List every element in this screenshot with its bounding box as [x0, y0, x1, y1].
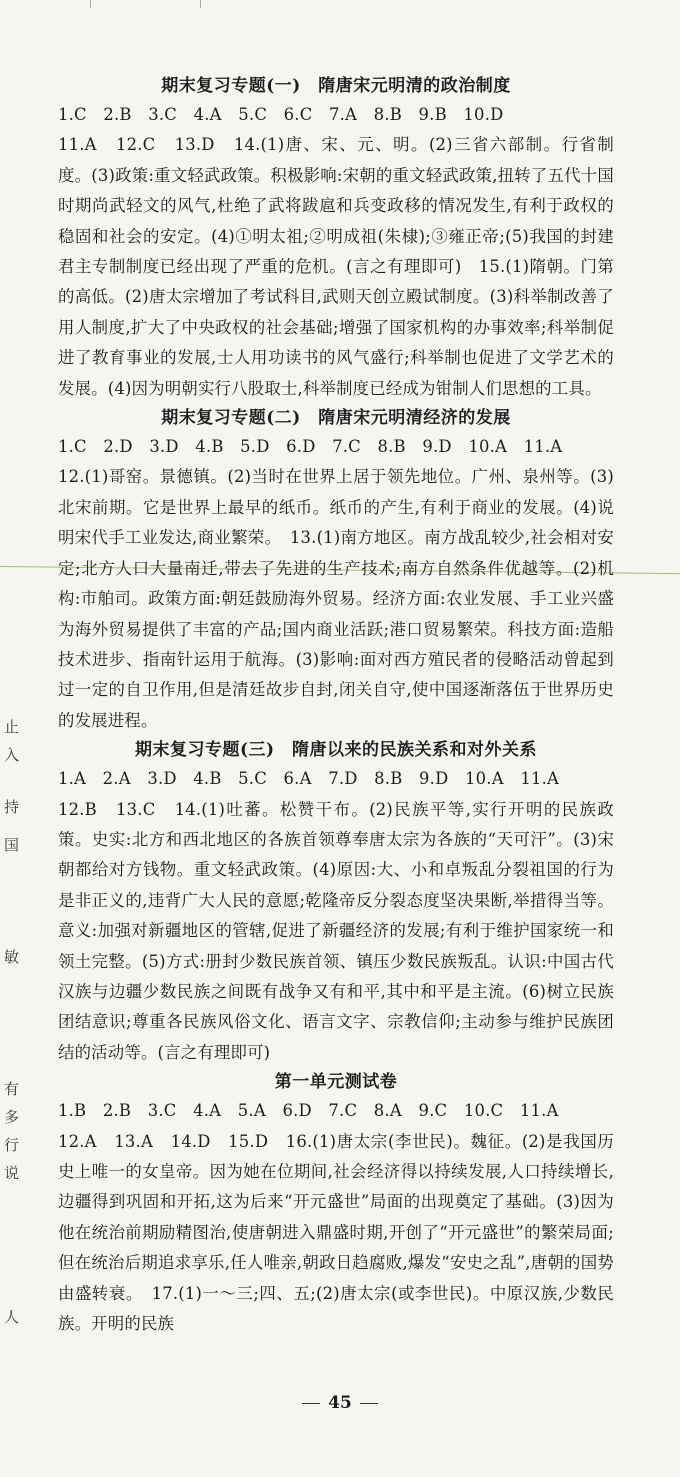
page-number: 45	[0, 1393, 680, 1413]
margin-char: 人	[4, 1308, 20, 1326]
answer-line: 1.A 2.A 3.D 4.B 5.C 6.A 7.D 8.B 9.D 10.A 11.A	[58, 769, 560, 789]
scan-mark	[200, 0, 201, 8]
margin-char: 止	[4, 718, 20, 736]
margin-char: 有	[4, 1080, 20, 1098]
margin-char: 说	[4, 1164, 20, 1182]
answer-line: 1.C 2.B 3.C 4.A 5.C 6.C 7.A 8.B 9.B 10.D	[58, 105, 504, 124]
scan-mark	[90, 0, 91, 8]
answer-paragraph: 11.A 12.C 13.D 14.(1)唐、宋、元、明。(2)三省六部制。行省制度。(3)政策:重文轻武政策。积极影响:宋朝的重文轻武政策,扭转了五代十国时期尚武轻文的风气,杜绝了武将跋扈和兵变政移的情况发生,有利于政权的稳固和社会的安定。(4)①明太祖;②明成祖(朱棣);③雍正帝;(5)我国的封建君主专制制度已经出现了严重的危机。(言之有理即可) 15.(1)隋朝。门第的高低。(2)唐太宗增加了考试科目,武则天创立殿试制度。(3)科举制改善了用人制度,扩大了中央政权的社会基础;增强了国家机构的办事效率;科举制促进了教育事业的发展,士人用功读书的风气盛行;科举制也促进了文学艺术的发展。(4)因为明朝实行八股取士,科举制度已经成为钳制人们思想的工具。	[58, 135, 614, 398]
margin-char: 持	[4, 798, 20, 816]
section-title: 期末复习专题(一) 隋唐宋元明清的政治制度	[161, 76, 511, 96]
margin-char: 多	[4, 1108, 20, 1126]
answer-line: 1.C 2.D 3.D 4.B 5.D 6.D 7.C 8.B 9.D 10.A 11.A	[58, 437, 563, 457]
margin-char: 入	[4, 746, 20, 764]
answer-content	[58, 72, 614, 1339]
section-1	[58, 72, 614, 404]
answer-paragraph: 12.(1)哥窑。景德镇。(2)当时在世界上居于领先地位。广州、泉州等。(3)北宋前期。它是世界上最早的纸币。纸币的产生,有利于商业的发展。(4)说明宋代手工业发达,商业繁荣。 13.(1)南方地区。南方战乱较少,社会相对安定;北方人口大量南迁,带去了先进的生产技术;南方自然条件优越等。(2)机构:市舶司。政策方面:朝廷鼓励海外贸易。经济方面:农业发展、手工业兴盛为海外贸易提供了丰富的产品;国内商业活跃;港口贸易繁荣。科技方面:造船技术进步、指南针运用于航海。(3)影响:面对西方殖民者的侵略活动曾起到过一定的自卫作用,但是清廷故步自封,闭关自守,使中国逐渐落伍于世界历史的发展进程。	[58, 467, 614, 730]
answer-paragraph: 12.B 13.C 14.(1)吐蕃。松赞干布。(2)民族平等,实行开明的民族政策。史实:北方和西北地区的各族首领尊奉唐太宗为各族的“天可汗”。(3)宋朝都给对方钱物。重文轻武政策。(4)原因:大、小和卓叛乱分裂祖国的行为是非正义的,违背广大人民的意愿;乾隆帝反分裂态度坚决果断,举措得当等。意义:加强对新疆地区的管辖,促进了新疆经济的发展;有利于维护国家统一和领土完整。(5)方式:册封少数民族首领、镇压少数民族叛乱。认识:中国古代汉族与边疆少数民族之间既有战争又有和平,其中和平是主流。(6)树立民族团结意识;尊重各民族风俗文化、语言文字、宗教信仰;主动参与维护民族团结的活动等。(言之有理即可)	[58, 799, 614, 1062]
section-2	[58, 404, 614, 736]
page-number-dash	[302, 1403, 320, 1404]
section-4	[58, 1068, 614, 1339]
answer-paragraph: 12.A 13.A 14.D 15.D 16.(1)唐太宗(李世民)。魏征。(2)是我国历史上唯一的女皇帝。因为她在位期间,社会经济得以持续发展,人口持续增长,边疆得到巩固和开拓,这为后来“开元盛世”局面的出现奠定了基础。(3)因为他在统治前期励精图治,使唐朝进入鼎盛时期,开创了“开元盛世”的繁荣局面;但在统治后期追求享乐,任人唯亲,朝政日趋腐败,爆发“安史之乱”,唐朝的国势由盛转衰。 17.(1)一～三;四、五;(2)唐太宗(或李世民)。中原汉族,少数民族。开明的民族	[58, 1131, 614, 1334]
margin-char: 国	[4, 836, 20, 854]
section-title: 期末复习专题(二) 隋唐宋元明清经济的发展	[161, 408, 511, 429]
page-number-dash	[360, 1403, 378, 1404]
answer-line: 1.B 2.B 3.C 4.A 5.A 6.D 7.C 8.A 9.C 10.C 11.A	[58, 1101, 559, 1121]
margin-char: 敏	[4, 948, 20, 966]
section-title: 期末复习专题(三) 隋唐以来的民族关系和对外关系	[134, 740, 538, 761]
section-3	[58, 736, 614, 1068]
margin-char: 行	[4, 1136, 20, 1154]
section-title: 第一单元测试卷	[274, 1072, 398, 1093]
